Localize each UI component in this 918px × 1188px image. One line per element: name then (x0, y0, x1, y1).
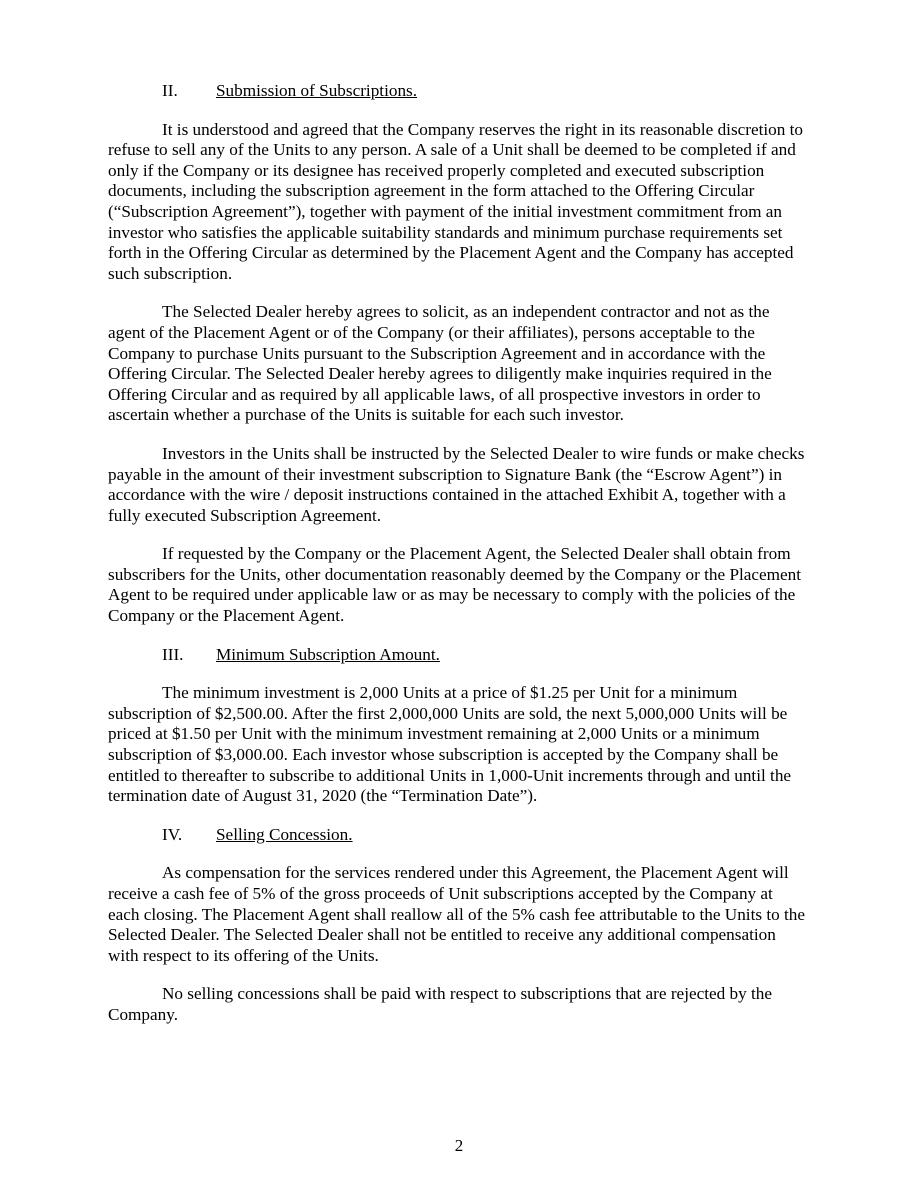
section-number: II. (162, 81, 178, 100)
section-title: Selling Concession. (216, 824, 353, 844)
paragraph: As compensation for the services rendered under this Agreement, the Placement Agent will receive a cash fee of 5% of the gross proceeds of Unit subscriptions accepted by the Company at each closing. The Placement Agent shall reallow all of the 5% cash fee attributable to the Units to the Selected Dealer. The Selected Dealer shall not be entitled to receive any additional compensation with respect to its offering of the Units. (108, 863, 805, 965)
section-title: Submission of Subscriptions. (216, 81, 418, 100)
section-heading-iv (108, 825, 808, 846)
section-heading-ii (108, 81, 808, 102)
section-number: IV. (162, 824, 183, 844)
paragraph: No selling concessions shall be paid with respect to subscriptions that are rejected by the Company. (108, 984, 772, 1024)
paragraph: Investors in the Units shall be instructed by the Selected Dealer to wire funds or make checks payable in the amount of their investment subscription to Signature Bank (the “Escrow Agent”) in accordance with the wire / deposit instructions contained in the attached Exhibit A, together with a fully executed Subscription Agreement. (108, 443, 805, 525)
paragraph: It is understood and agreed that the Company reserves the right in its reasonable discretion to refuse to sell any of the Units to any person. A sale of a Unit shall be deemed to be completed if and only if the Company or its designee has received properly completed and executed subscription documents, including the subscription agreement in the form attached to the Offering Circular (“Subscription Agreement”), together with payment of the initial investment commitment from an investor who satisfies the applicable suitability standards and minimum purchase requirements set forth in the Offering Circular as determined by the Placement Agent and the Company has accepted such subscription. (108, 119, 804, 283)
section-title: Minimum Subscription Amount. (216, 644, 440, 664)
document-body (108, 81, 808, 1044)
page-number: 2 (454, 1136, 464, 1155)
paragraph: The minimum investment is 2,000 Units at a price of $1.25 per Unit for a minimum subscription of $2,500.00. After the first 2,000,000 Units are sold, the next 5,000,000 Units will be priced at $1.50 per Unit with the minimum investment remaining at 2,000 Units or a minimum subscription of $3,000.00. Each investor whose subscription is accepted by the Company shall be entitled to thereafter to subscribe to additional Units in 1,000-Unit increments through and until the termination date of August 31, 2020 (the “Termination Date”). (108, 683, 792, 806)
paragraph: The Selected Dealer hereby agrees to solicit, as an independent contractor and not as the agent of the Placement Agent or of the Company (or their affiliates), persons acceptable to the Company to purchase Units pursuant to the Subscription Agreement and in accordance with the Offering Circular. The Selected Dealer hereby agrees to diligently make inquiries required in the Offering Circular and as required by all applicable laws, of all prospective investors in order to ascertain whether a purchase of the Units is suitable for each such investor. (108, 302, 772, 425)
section-number: III. (162, 644, 184, 664)
section-heading-iii (108, 645, 808, 666)
paragraph: If requested by the Company or the Placement Agent, the Selected Dealer shall obtain from subscribers for the Units, other documentation reasonably deemed by the Company or the Placement Agent to be required under applicable law or as may be necessary to comply with the policies of the Company or the Placement Agent. (108, 544, 802, 626)
